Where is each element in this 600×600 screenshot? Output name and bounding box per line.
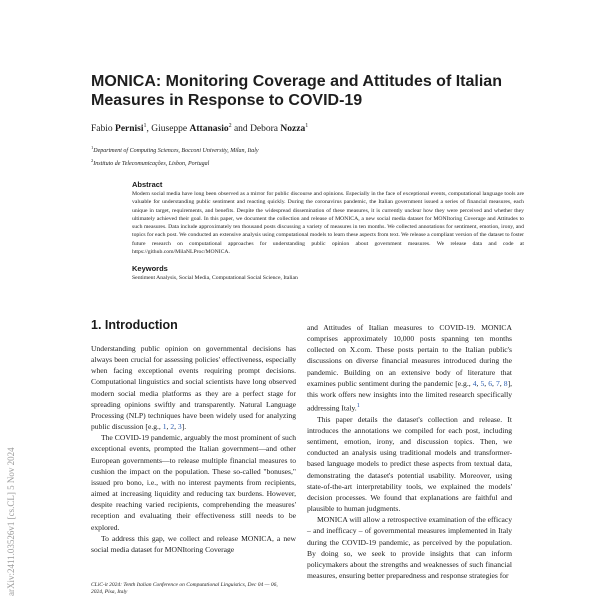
conference-footnote: CLiC-it 2024: Tenth Italian Conference on Computational Linguistics, Dec 04 — 06, 2024, Pisa, Italy	[91, 582, 278, 595]
affiliation-1: $^1$Department of Computing Sciences, Bocconi University, Milan, Italy	[91, 145, 259, 154]
keywords-text: Sentiment Analysis, Social Media, Computational Social Science, Italian	[132, 275, 298, 282]
paragraph: This paper details the dataset's collection and release. It introduces the annotations we compiled for each post, including sentiment, emotion, irony, and discussion topics. Then, we conducted an analysis using traditional models and transformer-based language models to predict these aspects from textual data, demonstrating the dataset's potential usability. Moreover, using state-of-the-art interpretability tools, we explained the models' decision processes. We found that explanations are faithful and plausible to human judgments.	[307, 414, 512, 514]
paragraph: The COVID-19 pandemic, arguably the most prominent of such exceptional events, prompted the Italian government—and other European governments—to release multiple financial measures to cushion the impact on the population. These so-called "bonuses," issued pro bono, i.e., with no interest payments from recipients, aimed at increasing liquidity and reducing tax burdens. However, despite reaching varied recipients, comprehending the measures' reception and evaluating their effectiveness still needs to be explored.	[91, 433, 296, 532]
keywords-heading: Keywords	[132, 264, 168, 274]
citation-link[interactable]: 2	[170, 422, 175, 432]
left-column	[91, 343, 296, 555]
paragraph: and Attitudes of Italian measures to COVID-19. MONICA comprises approximately 10,000 posts spanning ten months collected on X.com. These posts pertain to the Italian public's discussions on diverse financial measures introduced during the pandemic. Building on an extensive body of literature that examines public sentiment during the pandemic [e.g., 4, 5, 6, 7, 8], this work offers new insights into the limited research specifically addressing Italy.$^1$	[307, 323, 512, 413]
citation-link[interactable]: 4	[472, 378, 477, 388]
footnote-marker[interactable]: 1	[356, 402, 360, 410]
abstract-text: Modern social media have long been observed as a mirror for public discourse and opinions. Especially in the face of exceptional events, computational language tools are valuable for understanding public sentiment and reacting quickly. During the coronavirus pandemic, the Italian government issued a series of financial measures, each unique in target, requirements, and benefits. Despite the widespread dissemination of these measures, it is currently unclear how they were perceived and whether they ultimately achieved their goal. In this paper, we document the collection and release of MONICA, a new social media dataset for MONItoring Coverage and Attitudes to such measures. Data include approximately ten thousand posts discussing a variety of measures in ten months. We collected annotations for sentiment, emotion, irony, and topics for each post. We conducted an extensive analysis using computational models to learn these aspects from text. We release a compliant version of the dataset to foster future research on computational approaches for understanding public opinion about government measures. We release data and code at https://github.com/MilaNLProc/MONICA.	[132, 191, 524, 256]
arxiv-stamp	[4, 380, 18, 596]
citation-link[interactable]: 8	[503, 378, 508, 388]
author-3: Debora Nozza$^1$	[250, 123, 309, 135]
arxiv-stamp-text: arXiv:2411.03526v1 [cs.CL] 5 Nov 2024	[6, 447, 16, 596]
author-2: Giuseppe Attanasio$^2$	[151, 123, 232, 135]
author-1: Fabio Pernisi$^1$	[91, 123, 147, 135]
affiliation-2: $^2$Instituto de Telecomunicações, Lisbon, Portugal	[91, 158, 210, 167]
paragraph: MONICA will allow a retrospective examination of the efficacy – and inefficacy – of governmental measures implemented in Italy during the COVID-19 pandemic, as perceived by the population. By doing so, we seek to provide insights that can inform policymakers about the strengths and weaknesses of such financial measures, ensuring better preparedness and response strategies for	[307, 515, 512, 580]
paper-title: MONICA: Monitoring Coverage and Attitudes of Italian Measures in Response to COVID-19	[91, 73, 502, 109]
citation-link[interactable]: 5	[480, 378, 485, 388]
abstract-heading: Abstract	[132, 180, 163, 189]
abstract-block	[132, 180, 524, 283]
affiliations	[91, 143, 511, 169]
author-list: Fabio Pernisi$^1$, Giuseppe Attanasio$^2$ and Debora Nozza$^1$	[91, 123, 309, 135]
paragraph: Understanding public opinion on governmental decisions has always been crucial for assessing policies' effectiveness, especially when facing exceptional events requiring prompt decisions. Computational linguistics and social scientists have long observed modern social media platforms as they are a perfect stage for spreading opinions swiftly and transparently. Natural Language Processing (NLP) techniques have been widely used for analyzing public discussion [e.g., 1, 2, 3].	[91, 344, 296, 432]
right-column	[307, 322, 512, 581]
citation-link[interactable]: 1	[162, 422, 167, 432]
citation-link[interactable]: 6	[488, 378, 493, 388]
citation-link[interactable]: 7	[496, 378, 500, 388]
section-title: 1. Introduction	[91, 318, 178, 332]
citation-link[interactable]: 3	[177, 422, 182, 432]
paragraph: To address this gap, we collect and release MONICA, a new social media dataset for MONItoring Coverage	[91, 533, 296, 554]
